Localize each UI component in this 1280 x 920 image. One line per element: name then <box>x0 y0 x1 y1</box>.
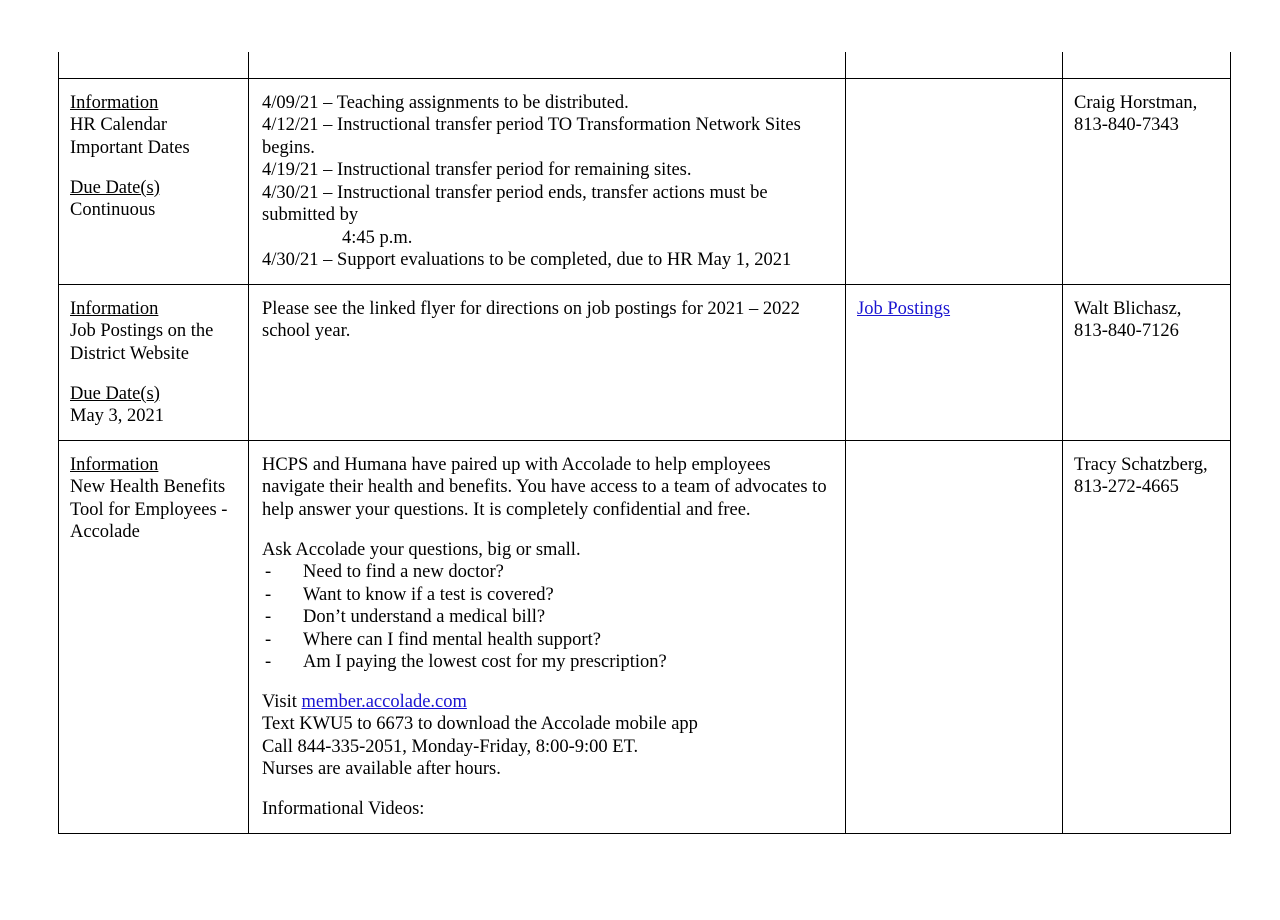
list-item <box>262 651 835 673</box>
cell-contact <box>1063 79 1231 285</box>
contact-phone: 813-840-7343 <box>1074 115 1179 136</box>
contact-name: Craig Horstman, <box>1074 93 1198 113</box>
list-item-label: Want to know if a test is covered? <box>303 584 554 605</box>
due-date-heading: Due Date(s) <box>70 177 160 198</box>
list-item <box>262 629 835 651</box>
cell-details <box>249 440 846 833</box>
visit-prefix: Visit <box>262 692 302 712</box>
bullet-marker: - <box>265 584 272 605</box>
cell-details <box>249 284 846 440</box>
ask-line: Ask Accolade your questions, big or small. <box>262 539 581 560</box>
spacer <box>262 781 835 799</box>
list-item <box>262 561 835 583</box>
list-item-label: Am I paying the lowest cost for my prescription? <box>303 651 667 672</box>
bullet-marker: - <box>265 607 272 628</box>
contact-name: Tracy Schatzberg, <box>1074 454 1208 475</box>
due-date-value: May 3, 2021 <box>70 406 165 427</box>
videos-heading: Informational Videos: <box>262 799 425 820</box>
accolade-member-link[interactable]: member.accolade.com <box>301 692 467 712</box>
contact-phone: 813-840-7126 <box>1074 321 1179 342</box>
subject-line: HR Calendar <box>70 115 168 136</box>
due-date-value: Continuous <box>70 200 156 221</box>
bullet-marker: - <box>265 629 272 650</box>
job-postings-link[interactable]: Job Postings <box>857 298 951 319</box>
subject-line: District Website <box>70 343 189 364</box>
detail-paragraph: Please see the linked flyer for directions on job postings for 2021 – 2022 school year. <box>262 298 800 342</box>
detail-line-indented: 4:45 p.m. <box>342 227 413 248</box>
cell-link-continued <box>846 52 1063 79</box>
cell-body-continued <box>249 52 846 79</box>
detail-line: 4/30/21 – Instructional transfer period ends, transfer actions must be submitted by <box>262 182 773 226</box>
spacer <box>262 521 835 539</box>
list-item-label: Don’t understand a medical bill? <box>303 607 546 628</box>
list-item-label: Need to find a new doctor? <box>303 562 504 583</box>
contact-detail-line: Nurses are available after hours. <box>262 759 501 780</box>
bullet-marker: - <box>265 651 272 672</box>
question-list <box>262 561 835 673</box>
table-row <box>59 79 1231 285</box>
cell-details <box>249 79 846 285</box>
spacer <box>262 673 835 691</box>
cell-information <box>59 79 249 285</box>
detail-line: 4/12/21 – Instructional transfer period TO Transformation Network Sites begins. <box>262 115 806 158</box>
subject-line: Important Dates <box>70 137 190 158</box>
cell-info-continued <box>59 52 249 79</box>
spacer <box>70 365 238 383</box>
cell-information <box>59 284 249 440</box>
information-heading: Information <box>70 93 159 113</box>
detail-line: 4/19/21 – Instructional transfer period for remaining sites. <box>262 160 692 181</box>
visit-line <box>262 691 835 713</box>
subject-line: Accolade <box>70 522 140 543</box>
list-item <box>262 606 835 628</box>
cell-information <box>59 440 249 833</box>
cell-contact-continued <box>1063 52 1231 79</box>
subject-line: Job Postings on the <box>70 321 214 342</box>
cell-contact <box>1063 284 1231 440</box>
table-row <box>59 440 1231 833</box>
contact-detail-line: Call 844-335-2051, Monday-Friday, 8:00-9:00 ET. <box>262 736 639 757</box>
table-row-continued <box>59 52 1231 79</box>
spacer <box>70 159 238 177</box>
bulletin-table <box>58 52 1231 834</box>
list-item-label: Where can I find mental health support? <box>303 629 601 650</box>
subject-line: Tool for Employees - <box>70 499 228 520</box>
detail-paragraph: HCPS and Humana have paired up with Accolade to help employees navigate their health and benefits. You have access to a team of advocates to help answer your questions. It is completely confidential and free. <box>262 454 827 520</box>
table-row <box>59 284 1231 440</box>
information-heading: Information <box>70 298 159 319</box>
contact-detail-line: Text KWU5 to 6673 to download the Accolade mobile app <box>262 714 698 735</box>
information-heading: Information <box>70 454 159 475</box>
bullet-marker: - <box>265 562 272 583</box>
cell-contact <box>1063 440 1231 833</box>
detail-line: 4/09/21 – Teaching assignments to be distributed. <box>262 93 629 113</box>
cell-link <box>846 440 1063 833</box>
cell-link <box>846 284 1063 440</box>
contact-phone: 813-272-4665 <box>1074 477 1179 498</box>
contact-name: Walt Blichasz, <box>1074 298 1182 319</box>
due-date-heading: Due Date(s) <box>70 383 160 404</box>
subject-line: New Health Benefits <box>70 477 226 498</box>
list-item <box>262 584 835 606</box>
cell-link <box>846 79 1063 285</box>
detail-line: 4/30/21 – Support evaluations to be completed, due to HR May 1, 2021 <box>262 250 792 271</box>
